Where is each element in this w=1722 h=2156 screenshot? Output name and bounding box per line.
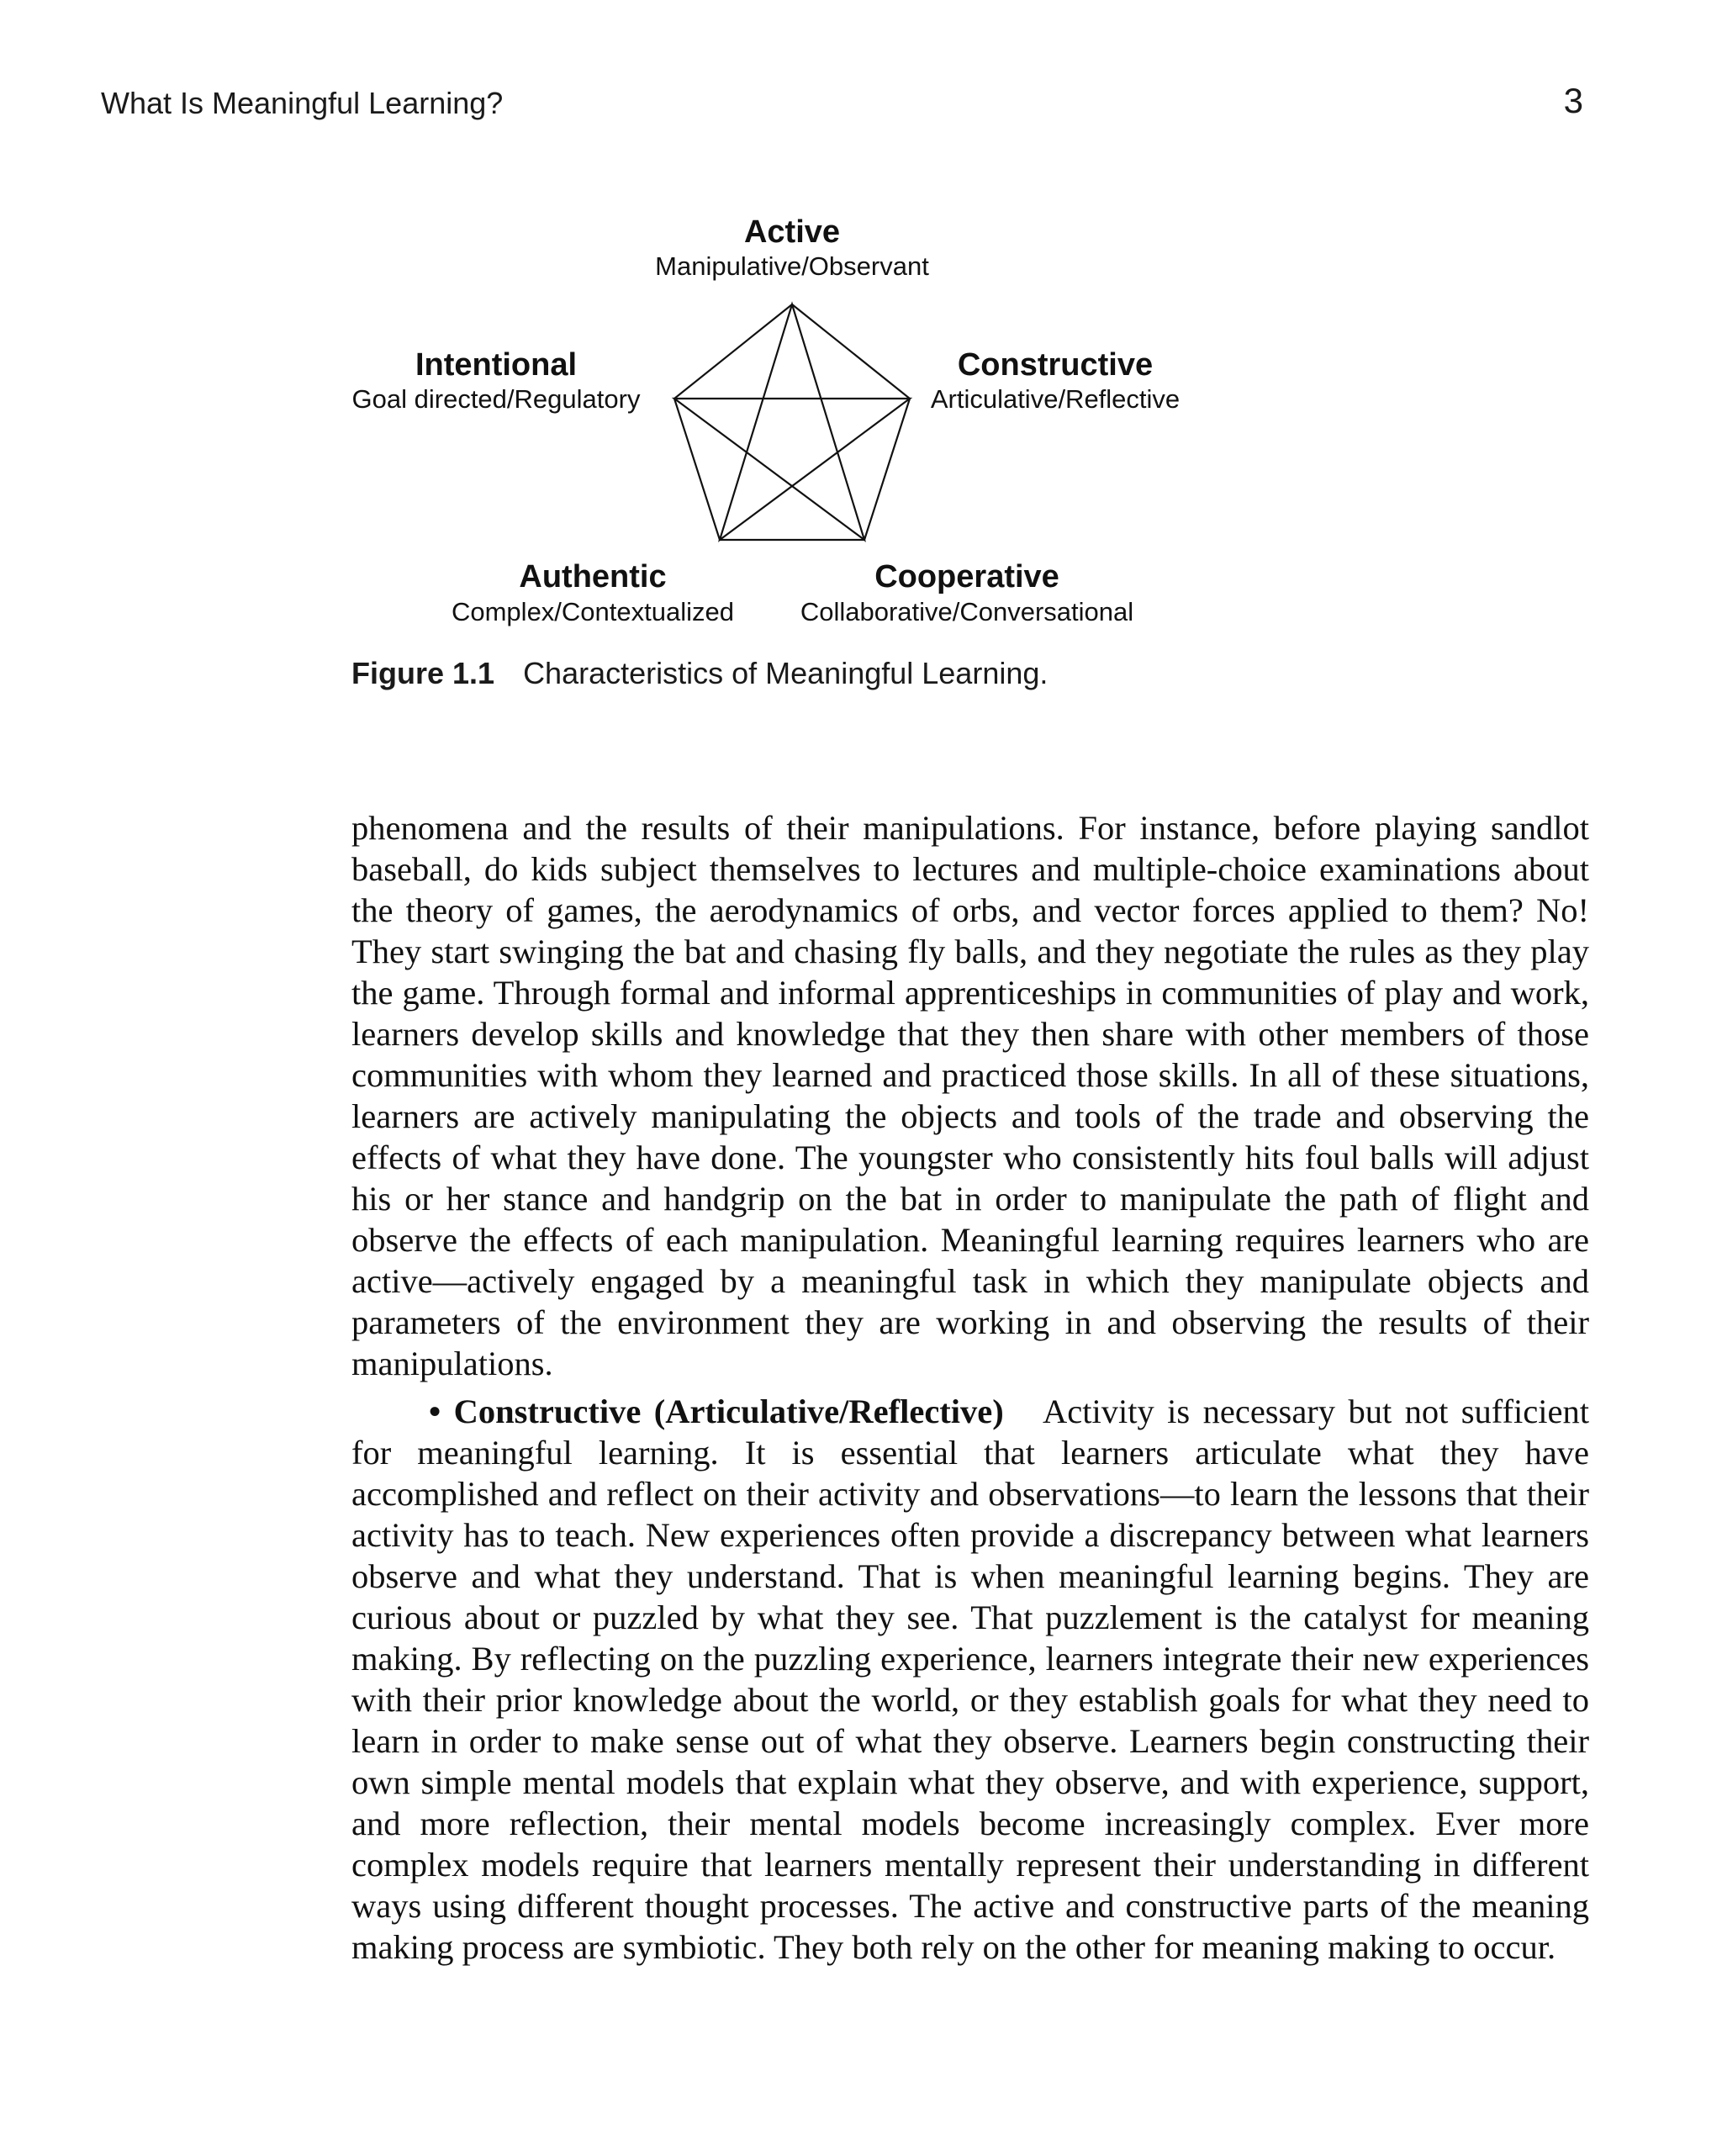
pentagram-star <box>674 304 910 540</box>
figure-caption-label: Figure 1.1 <box>351 656 495 690</box>
node-constructive-title: Constructive <box>957 347 1154 383</box>
node-cooperative-title: Cooperative <box>874 559 1059 594</box>
body-paragraph-2 <box>351 1391 1589 1968</box>
figure-caption-text: Characteristics of Meaningful Learning. <box>523 656 1049 690</box>
pentagon-figure <box>674 304 910 540</box>
figure-caption <box>351 656 1048 691</box>
body-paragraph-2-text: Activity is necessary but not sufficient for meaningful learning. It is essential that learners articulate what they have accomplished and reflect on their activity and observations—to learn the lessons that their activity has to teach. New experiences often provide a discrepancy between what learners observe and what they understand. That is when meaningful learning begins. They are curious about or puzzled by what they see. That puzzlement is the catalyst for meaning making. By reflecting on the puzzling experience, learners integrate their new experiences with their prior knowledge about the world, or they establish goals for what they need to learn in order to make sense out of what they observe. Learners begin constructing their own simple mental models that explain what they observe, and with experience, support, and more reflection, their mental models become increasingly complex. Ever more complex models require that learners mentally represent their understanding in different ways using different thought processes. The active and constructive parts of the meaning making process are symbiotic. They both rely on the other for meaning making to occur. <box>351 1392 1589 1966</box>
node-constructive-subtitle: Articulative/Reflective <box>930 384 1181 414</box>
node-active-title: Active <box>743 214 841 250</box>
node-intentional-title: Intentional <box>415 347 578 383</box>
page-number: 3 <box>1563 81 1583 120</box>
bullet-heading-constructive: • Constructive (Articulative/Reflective) <box>429 1392 1004 1430</box>
node-intentional-subtitle: Goal directed/Regulatory <box>351 384 641 414</box>
body-paragraph-1: phenomena and the results of their manipulations. For instance, before playing sandlot baseball, do kids subject themselves to lectures and multiple-choice examinations about the theory of games, the aerodynamics of orbs, and vector forces applied to them? No! They start swinging the bat and chasing fly balls, and they negotiate the rules as they play the game. Through formal and informal apprenticeships in communities of play and work, learners develop skills and knowledge that they then share with other members of those communities with whom they learned and practiced those skills. In all of these situations, learners are actively manipulating the objects and tools of the trade and observing the effects of what they have done. The youngster who consistently hits foul balls will adjust his or her stance and handgrip on the bat in order to manipulate the path of flight and observe the effects of each manipulation. Meaningful learning requires learners who are active—actively engaged by a meaningful task in which they manipulate objects and parameters of the environment they are working in and observing the results of their manipulations. <box>351 809 1589 1382</box>
meaningful-learning-diagram <box>0 0 1722 698</box>
node-cooperative-subtitle: Collaborative/Conversational <box>800 597 1134 626</box>
pentagon-outline <box>674 304 910 540</box>
node-active-subtitle: Manipulative/Observant <box>655 251 929 281</box>
body-text <box>351 807 1589 1974</box>
node-authentic-subtitle: Complex/Contextualized <box>451 597 735 626</box>
running-header: What Is Meaningful Learning? <box>101 86 504 120</box>
node-authentic-title: Authentic <box>519 559 667 594</box>
